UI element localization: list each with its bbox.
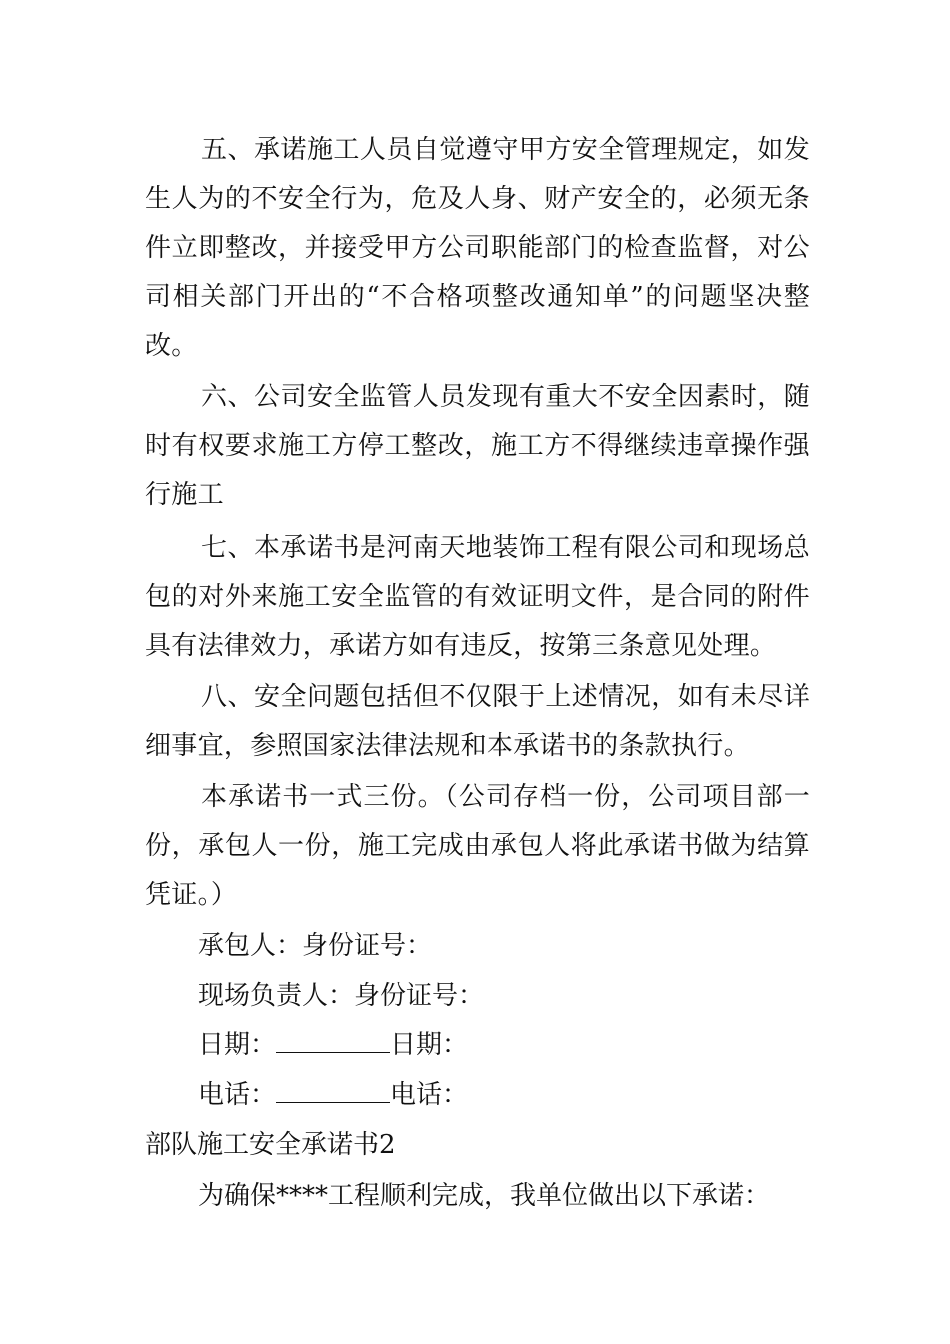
section-two-intro: 为确保****工程顺利完成，我单位做出以下承诺： [198, 1181, 771, 1211]
clause-eight: 八、安全问题包括但不仅限于上述情况，如有未尽详细事宜，参照国家法律法规和本承诺书的条款执行。 [145, 682, 810, 761]
clause-seven: 七、本承诺书是河南天地装饰工程有限公司和现场总包的对外来施工安全监管的有效证明文件，是合同的附件具有法律效力，承诺方如有违反，按第三条意见处理。 [145, 533, 810, 661]
phone-label-left: 电话： [198, 1080, 277, 1110]
date-blank [276, 1028, 390, 1053]
section-two-heading: 部队施工安全承诺书2 [145, 1130, 396, 1160]
contractor-id-line: 承包人：身份证号： [198, 931, 433, 961]
site-manager-id-line: 现场负责人：身份证号： [198, 981, 485, 1011]
clause-six: 六、公司安全监管人员发现有重大不安全因素时，随时有权要求施工方停工整改，施工方不得继续违章操作强行施工 [145, 382, 810, 510]
phone-label-right: 电话： [390, 1080, 469, 1110]
date-label-left: 日期： [198, 1030, 277, 1060]
date-label-right: 日期： [390, 1030, 469, 1060]
clause-five: 五、承诺施工人员自觉遵守甲方安全管理规定，如发生人为的不安全行为，危及人身、财产安全的，必须无条件立即整改，并接受甲方公司职能部门的检查监督，对公司相关部门开出的“不合格项整改通知单”的问题坚决整改。 [145, 135, 810, 361]
phone-line [198, 1071, 468, 1120]
phone-blank [276, 1078, 390, 1103]
copies-note: 本承诺书一式三份。（公司存档一份，公司项目部一份，承包人一份，施工完成由承包人将此承诺书做为结算凭证。） [145, 782, 810, 910]
date-line [198, 1021, 468, 1070]
